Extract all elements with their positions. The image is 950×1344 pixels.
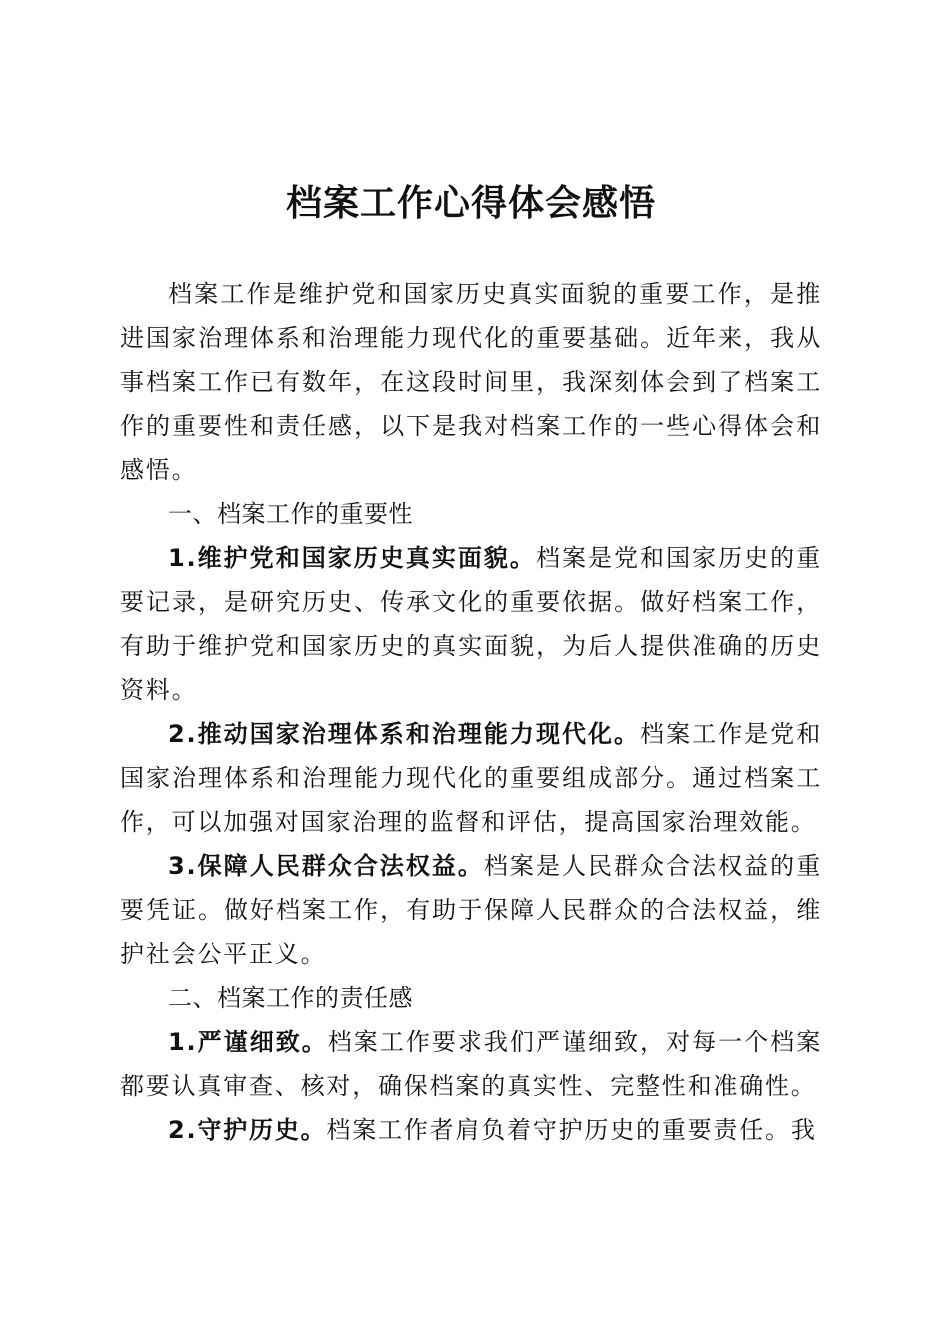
- item-text: 档案是党和国家历史的重要记录，是研究历史、传承文化的重要依据。做好档案工作，有助于维护党和国家历史的真实面貌，为后人提供准确的历史资料。: [120, 544, 822, 704]
- item-text: 档案工作者肩负着守护历史的重要责任。我: [326, 1116, 817, 1144]
- section-1-item-2: [120, 712, 822, 844]
- item-lead: 1.严谨细致。: [168, 1028, 328, 1056]
- item-text: 档案工作是党和国家治理体系和治理能力现代化的重要组成部分。通过档案工作，可以加强对国家治理的监督和评估，提高国家治理效能。: [120, 720, 822, 836]
- section-1-heading: 一、档案工作的重要性: [168, 500, 413, 528]
- item-text: 档案是人民群众合法权益的重要凭证。做好档案工作，有助于保障人民群众的合法权益，维护社会公平正义。: [120, 852, 822, 968]
- document-body: [120, 272, 822, 1152]
- section-1-item-1: [120, 536, 822, 712]
- section-2-item-1: [120, 1020, 822, 1108]
- item-lead: 2.推动国家治理体系和治理能力现代化。: [168, 720, 641, 748]
- section-2-item-2: [120, 1108, 822, 1152]
- item-lead: 3.保障人民群众合法权益。: [168, 852, 484, 880]
- document-title: 档案工作心得体会感悟: [285, 182, 656, 224]
- section-2-heading: 二、档案工作的责任感: [168, 984, 413, 1012]
- section-1-item-3: [120, 844, 822, 976]
- intro-paragraph: 档案工作是维护党和国家历史真实面貌的重要工作，是推进国家治理体系和治理能力现代化的重要基础。近年来，我从事档案工作已有数年，在这段时间里，我深刻体会到了档案工作的重要性和责任感，以下是我对档案工作的一些心得体会和感悟。: [120, 280, 822, 484]
- item-text: 档案工作要求我们严谨细致，对每一个档案都要认真审查、核对，确保档案的真实性、完整性和准确性。: [120, 1028, 822, 1100]
- item-lead: 1.维护党和国家历史真实面貌。: [168, 544, 536, 572]
- item-lead: 2.守护历史。: [168, 1116, 327, 1144]
